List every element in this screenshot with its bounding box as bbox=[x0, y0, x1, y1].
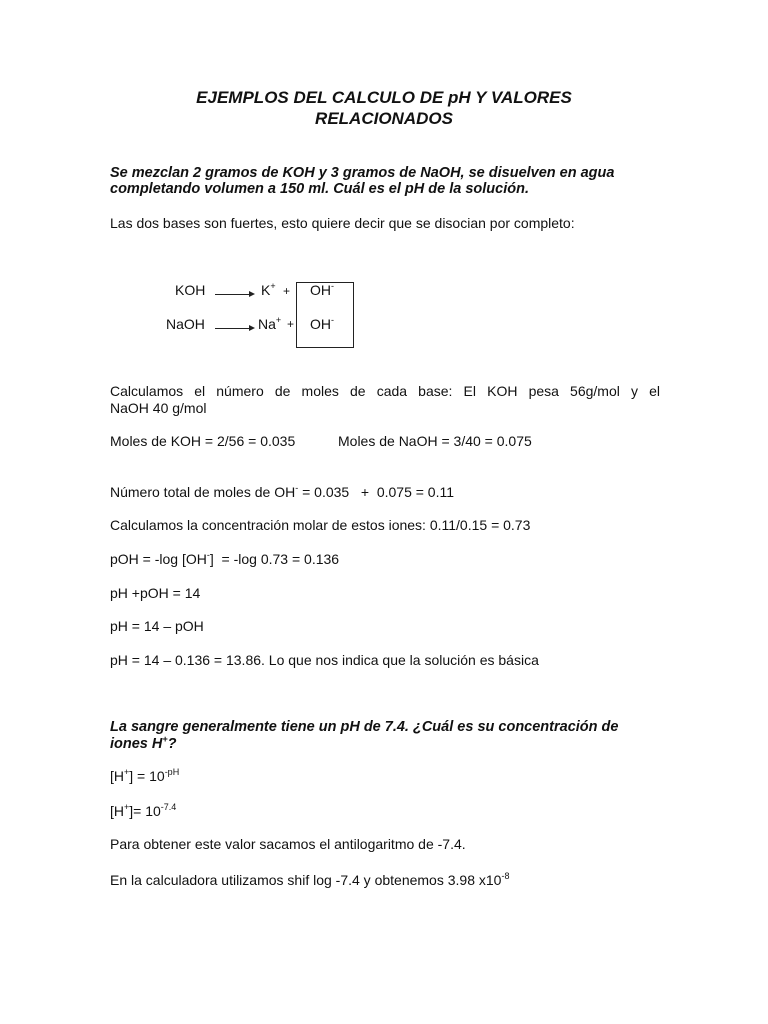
moles-line2: NaOH 40 g/mol bbox=[110, 400, 207, 416]
reaction1-plus: + bbox=[283, 284, 291, 298]
molar-concentration: Calculamos la concentración molar de estos iones: 0.11/0.15 = 0.73 bbox=[110, 517, 531, 533]
h-concentration-value: $[H^+]= 10^{-7.4}$ bbox=[110, 802, 177, 819]
moles-koh: Moles de KOH = 2/56 = 0.035 bbox=[110, 433, 296, 449]
ph-poh-sum: pH +pOH = 14 bbox=[110, 585, 201, 601]
title-line-2: RELACIONADOS bbox=[315, 109, 453, 128]
reaction2-plus: + bbox=[287, 317, 295, 331]
problem1-statement-line1: Se mezclan 2 gramos de KOH y 3 gramos de NaOH, se disuelven en agua bbox=[110, 165, 615, 181]
reaction1-anion: OH- bbox=[310, 281, 334, 298]
reaction1-reactant: KOH bbox=[175, 282, 206, 298]
reaction2-anion: OH- bbox=[310, 315, 334, 332]
h-concentration-formula: $[H^+] = 10^{-pH}$ bbox=[110, 767, 180, 784]
reaction2-reactant: NaOH bbox=[166, 316, 205, 332]
hydroxide-highlight-box bbox=[296, 282, 354, 348]
problem2-statement-line2: iones H+? bbox=[110, 734, 177, 752]
reaction1-arrow-icon bbox=[215, 294, 253, 295]
reaction2-arrow-icon bbox=[215, 328, 253, 329]
total-moles: Número total de moles de OH- = 0.035 + 0.075 = 0.11 bbox=[110, 483, 455, 500]
problem2-statement-line1: La sangre generalmente tiene un pH de 7.4. ¿Cuál es su concentración de bbox=[110, 719, 619, 735]
moles-line1: Calculamos el número de moles de cada base: El KOH pesa 56g/mol y el bbox=[110, 383, 660, 399]
reaction2-cation: Na+ bbox=[258, 315, 282, 332]
moles-naoh: Moles de NaOH = 3/40 = 0.075 bbox=[338, 433, 532, 449]
ph-result: pH = 14 – 0.136 = 13.86. Lo que nos indica que la solución es básica bbox=[110, 652, 539, 668]
title-line-1: EJEMPLOS DEL CALCULO DE pH Y VALORES bbox=[196, 88, 572, 107]
reaction1-cation: K+ bbox=[261, 281, 276, 298]
problem1-statement-line2: completando volumen a 150 ml. Cuál es el pH de la solución. bbox=[110, 181, 529, 197]
poh-calculation: pOH = -log [OH-] = -log 0.73 = 0.136 bbox=[110, 550, 340, 567]
ph-formula: pH = 14 – pOH bbox=[110, 618, 204, 634]
problem1-intro: Las dos bases son fuertes, esto quiere decir que se disocian por completo: bbox=[110, 215, 575, 231]
calculator-result: En la calculadora utilizamos shif log -7.4 y obtenemos 3.98 $x10^{-8}$ bbox=[110, 871, 510, 888]
antilog-explanation: Para obtener este valor sacamos el antilogaritmo de -7.4. bbox=[110, 836, 466, 852]
